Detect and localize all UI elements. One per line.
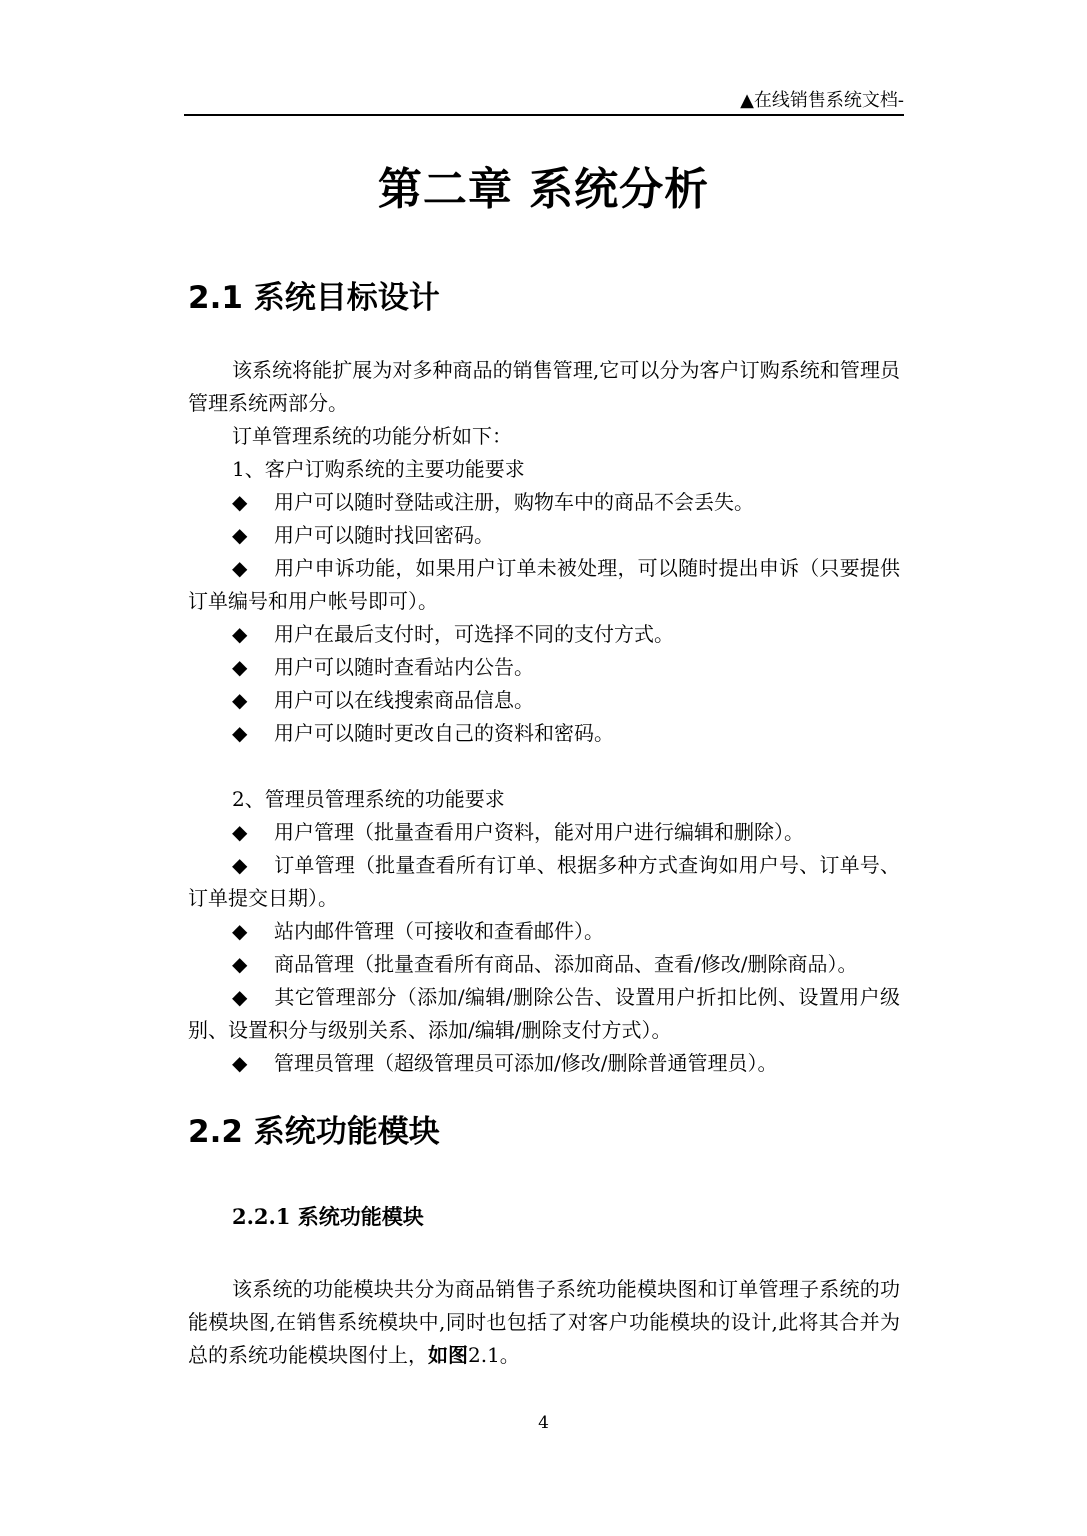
diamond-bullet-icon: ◆ (232, 853, 248, 877)
admin-heading: 2、管理员管理系统的功能要求 (232, 787, 505, 811)
list-item: ◆ 用户申诉功能，如果用户订单未被处理，可以随时提出申诉（只要提供订单编号和用户帐号即可）。 (188, 552, 900, 618)
header-text: ▲在线销售系统文档- (740, 90, 904, 111)
diamond-bullet-icon: ◆ (232, 952, 248, 976)
diamond-bullet-icon: ◆ (232, 1051, 248, 1075)
chapter-title: 第二章 系统分析 (377, 164, 710, 215)
diamond-bullet-icon: ◆ (232, 985, 248, 1009)
diamond-bullet-icon: ◆ (232, 688, 248, 712)
diamond-bullet-icon: ◆ (232, 523, 248, 547)
list-item: ◆ 用户在最后支付时，可选择不同的支付方式。 (188, 618, 900, 651)
diamond-bullet-icon: ◆ (232, 622, 248, 646)
page-header (184, 88, 904, 116)
list-item: ◆ 用户可以随时找回密码。 (188, 519, 900, 552)
module-paragraph: 该系统的功能模块共分为商品销售子系统功能模块图和订单管理子系统的功能模块图,在销售系统模块中,同时也包括了对客户功能模块的设计,此将其合并为总的系统功能模块图付上，如图2.1。 (188, 1277, 900, 1367)
diamond-bullet-icon: ◆ (232, 556, 248, 580)
page-number: 4 (538, 1413, 549, 1433)
diamond-bullet-icon: ◆ (232, 655, 248, 679)
section-2-1-body (188, 354, 900, 1080)
analysis-line: 订单管理系统的功能分析如下： (232, 424, 512, 448)
list-item: ◆ 用户可以随时查看站内公告。 (188, 651, 900, 684)
diamond-bullet-icon: ◆ (232, 919, 248, 943)
list-item: ◆ 用户可以在线搜索商品信息。 (188, 684, 900, 717)
section-heading-2-2: 2.2 系统功能模块 (188, 1114, 440, 1150)
list-item: ◆ 用户可以随时更改自己的资料和密码。 (188, 717, 900, 750)
list-item: ◆ 用户可以随时登陆或注册，购物车中的商品不会丢失。 (188, 486, 900, 519)
intro-paragraph: 该系统将能扩展为对多种商品的销售管理,它可以分为客户订购系统和管理员管理系统两部分。 (188, 358, 900, 415)
diamond-bullet-icon: ◆ (232, 820, 248, 844)
list-item: ◆ 管理员管理（超级管理员可添加/修改/删除普通管理员）。 (188, 1047, 900, 1080)
list-item: ◆ 用户管理（批量查看用户资料，能对用户进行编辑和删除）。 (188, 816, 900, 849)
diamond-bullet-icon: ◆ (232, 721, 248, 745)
section-heading-2-1: 2.1 系统目标设计 (188, 280, 440, 316)
diamond-bullet-icon: ◆ (232, 490, 248, 514)
list-item: ◆ 其它管理部分（添加/编辑/删除公告、设置用户折扣比例、设置用户级别、设置积分与级别关系、添加/编辑/删除支付方式）。 (188, 981, 900, 1047)
figure-reference: 如图 (428, 1343, 468, 1367)
list-item: ◆ 订单管理（批量查看所有订单、根据多种方式查询如用户号、订单号、订单提交日期）。 (188, 849, 900, 915)
section-2-2-body (188, 1273, 900, 1372)
subsection-heading-2-2-1: 2.2.1 系统功能模块 (232, 1204, 424, 1229)
client-heading: 1、客户订购系统的主要功能要求 (232, 457, 525, 481)
list-item: ◆ 站内邮件管理（可接收和查看邮件）。 (188, 915, 900, 948)
list-item: ◆ 商品管理（批量查看所有商品、添加商品、查看/修改/删除商品）。 (188, 948, 900, 981)
